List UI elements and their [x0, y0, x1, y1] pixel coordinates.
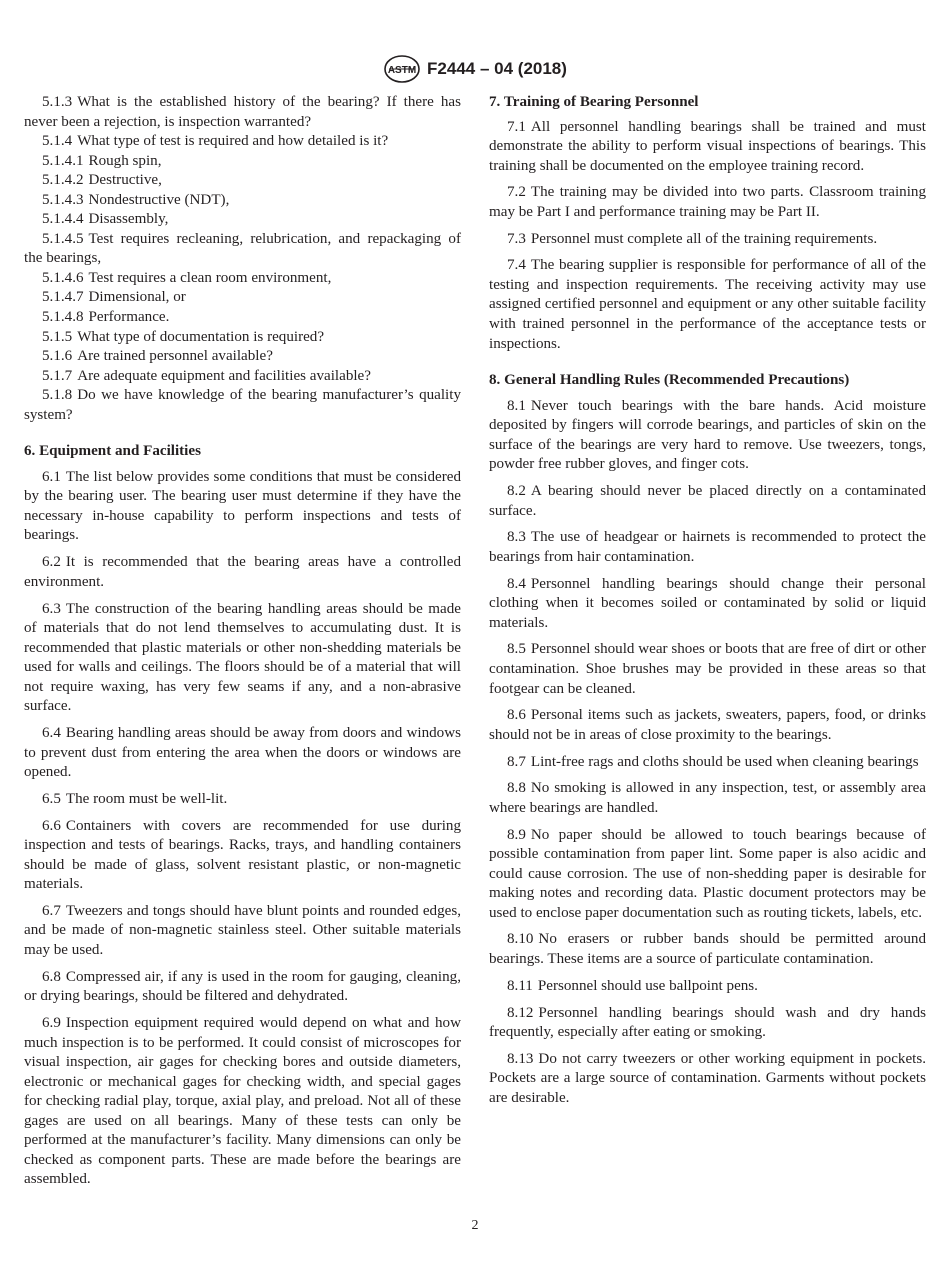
clause-5-1-4 [24, 132, 461, 152]
section-8-heading: 8. General Handling Rules (Recommended Precautions) [489, 372, 850, 389]
astm-logo-icon [383, 54, 421, 84]
paragraph-number: 6.7 [42, 902, 61, 919]
paragraph-text: The training may be divided into two parts. Classroom training may be Part I and performance training may be Part II. [489, 184, 926, 220]
paragraph-number: 8.2 [507, 483, 526, 500]
clause-number: 5.1.6 [42, 348, 73, 365]
paragraph-8-9 [489, 826, 926, 924]
paragraph-number: 8.4 [507, 575, 526, 592]
paragraph-6-2 [24, 553, 461, 592]
paragraph-number: 8.8 [507, 780, 526, 797]
clause-number: 5.1.4.3 [42, 191, 84, 208]
paragraph-text: The room must be well-lit. [65, 790, 228, 807]
paragraph-text: Bearing handling areas should be away from doors and windows to prevent dust from entering the area when the doors or windows are opened. [24, 724, 461, 781]
paragraph-text: The bearing supplier is responsible for performance of all of the testing and inspection requirements. The receiving activity may use assigned certified personnel and equipment or any other suitable facility with trained personnel in the performance of the acceptance tests or inspections. [489, 257, 926, 352]
clause-text: Are trained personnel available? [77, 348, 273, 365]
clause-5-1-4-5 [24, 230, 461, 269]
paragraph-text: No paper should be allowed to touch bearings because of possible contamination from paper lint. Some paper is also acidic and could cause corrosion. The use of non-shedding paper is desirable for making notes and recording data. Plastic document protectors may be used to enclose paper documentation such as routing tickets, labels, etc. [489, 826, 926, 921]
paragraph-6-6 [24, 817, 461, 895]
paragraph-number: 8.11 [507, 977, 533, 994]
clause-number: 5.1.4.7 [42, 289, 84, 306]
paragraph-text: No smoking is allowed in any inspection, test, or assembly area where bearings are handled. [489, 780, 926, 816]
paragraph-text: It is recommended that the bearing areas have a controlled environment. [24, 554, 461, 590]
paragraph-8-4 [489, 575, 926, 634]
clause-text: Disassembly, [88, 211, 169, 228]
paragraph-6-4 [24, 724, 461, 783]
page-number: 2 [471, 1218, 479, 1233]
clause-number: 5.1.4 [42, 133, 73, 150]
clause-number: 5.1.4.8 [42, 309, 84, 326]
paragraph-6-9 [24, 1014, 461, 1190]
paragraph-number: 7.2 [507, 184, 526, 201]
paragraph-text: Personnel should use ballpoint pens. [537, 977, 758, 994]
clause-5-1-5 [24, 328, 461, 348]
clause-text: What is the established history of the bearing? If there has never been a rejection, is inspection warranted? [24, 94, 461, 130]
paragraph-8-13 [489, 1050, 926, 1109]
paragraph-text: The use of headgear or hairnets is recommended to protect the bearings from hair contamination. [489, 529, 926, 565]
paragraph-6-5 [24, 790, 461, 810]
clause-5-1-4-2 [24, 171, 461, 191]
paragraph-number: 6.9 [42, 1015, 61, 1032]
paragraph-6-1 [24, 468, 461, 546]
paragraph-8-2 [489, 482, 926, 521]
paragraph-number: 6.4 [42, 724, 61, 741]
clause-text: Performance. [88, 309, 170, 326]
clause-number: 5.1.3 [42, 94, 73, 110]
clause-5-1-4-8 [24, 308, 461, 328]
paragraph-text: Personnel must complete all of the training requirements. [530, 230, 878, 247]
clause-text: Rough spin, [88, 152, 162, 169]
paragraph-number: 8.10 [507, 931, 534, 948]
paragraph-text: A bearing should never be placed directly on a contaminated surface. [489, 483, 926, 519]
paragraph-number: 8.7 [507, 753, 526, 770]
paragraph-number: 8.3 [507, 529, 526, 546]
clause-text: Do we have knowledge of the bearing manufacturer’s quality system? [24, 387, 461, 423]
paragraph-7-1 [489, 118, 926, 177]
page-header [0, 52, 950, 86]
clause-5-1-6 [24, 347, 461, 367]
clause-number: 5.1.7 [42, 367, 73, 384]
paragraph-text: Compressed air, if any is used in the room for gauging, cleaning, or drying bearings, should be filtered and dehydrated. [24, 968, 461, 1005]
paragraph-number: 8.6 [507, 707, 526, 724]
paragraph-text: Lint-free rags and cloths should be used when cleaning bearings [530, 753, 919, 770]
paragraph-text: Personnel handling bearings should change their personal clothing when it becomes soiled or contaminated by solid or liquid materials. [489, 575, 926, 631]
paragraph-6-7 [24, 902, 461, 961]
clause-text: Test requires a clean room environment, [88, 269, 332, 286]
paragraph-7-3 [489, 230, 926, 250]
paragraph-8-10 [489, 930, 926, 969]
paragraph-number: 6.3 [42, 600, 61, 617]
clause-number: 5.1.8 [42, 387, 73, 404]
paragraph-8-1 [489, 397, 926, 475]
clause-text: What type of test is required and how detailed is it? [77, 133, 389, 150]
paragraph-number: 8.9 [507, 826, 526, 843]
clause-5-1-4-3 [24, 191, 461, 211]
paragraph-number: 8.13 [507, 1050, 534, 1067]
paragraph-8-5 [489, 640, 926, 699]
clause-number: 5.1.4.4 [42, 211, 84, 228]
paragraph-number: 6.1 [42, 468, 61, 485]
paragraph-text: Tweezers and tongs should have blunt points and rounded edges, and be made of non-magnetic stainless steel. Other suitable materials may be used. [24, 902, 461, 958]
clause-5-1-8 [24, 386, 461, 425]
paragraph-number: 6.5 [42, 790, 61, 807]
paragraph-8-6 [489, 706, 926, 745]
paragraph-number: 6.2 [42, 554, 61, 571]
clause-text: Destructive, [88, 172, 162, 189]
paragraph-text: No erasers or rubber bands should be permitted around bearings. These items are a source of particulate contamination. [489, 931, 926, 968]
paragraph-text: Personnel should wear shoes or boots that are free of dirt or other contamination. Shoe brushes may be provided in these areas so that footgear can be cleaned. [489, 641, 926, 697]
clause-5-1-4-6 [24, 269, 461, 289]
clause-text: What type of documentation is required? [77, 328, 325, 345]
paragraph-text: Personal items such as jackets, sweaters, papers, food, or drinks should not be in areas of close proximity to the bearings. [489, 707, 926, 743]
designation: F2444 – 04 (2018) [427, 59, 567, 78]
paragraph-number: 6.6 [42, 817, 61, 834]
paragraph-number: 7.3 [507, 230, 526, 247]
paragraph-number: 8.1 [507, 397, 526, 414]
clause-text: Nondestructive (NDT), [88, 191, 230, 208]
paragraph-number: 7.1 [507, 118, 526, 135]
paragraph-8-11 [489, 977, 926, 997]
paragraph-8-3 [489, 528, 926, 567]
clause-number: 5.1.4.2 [42, 172, 84, 189]
clause-text: Dimensional, or [88, 289, 186, 306]
clause-number: 5.1.5 [42, 328, 73, 345]
clause-5-1-3 [24, 93, 461, 132]
paragraph-text: All personnel handling bearings shall be trained and must demonstrate the ability to perform visual inspections of bearings. This training shall be documented on the employee training record. [489, 118, 926, 174]
section-6-heading: 6. Equipment and Facilities [24, 443, 201, 460]
paragraph-text: The construction of the bearing handling areas should be made of materials that do not lend themselves to accumulating dust. It is recommended that plastic materials or other non-shedding materials be used for walls and ceilings. The floors should be of a material that will not require waxing, has very few seams if any, and a non-abrasive surface. [24, 600, 461, 715]
paragraph-6-8 [24, 968, 461, 1007]
paragraph-text: Containers with covers are recommended for use during inspection and tests of bearings. Racks, trays, and handling containers should be made of glass, solvent resistant plastic, or non-magnetic materials. [24, 817, 461, 893]
paragraph-8-12 [489, 1004, 926, 1043]
paragraph-text: Never touch bearings with the bare hands. Acid moisture deposited by fingers will corrode bearings, and particles of skin on the surface of the bearings are very hard to remove. Use tweezers, tongs, powder free rubber gloves, and finger cots. [489, 397, 926, 473]
logo-text: ASTM [387, 65, 417, 76]
right-column [489, 93, 926, 1108]
paragraph-6-3 [24, 600, 461, 717]
paragraph-number: 8.5 [507, 641, 526, 658]
clause-text: Are adequate equipment and facilities available? [77, 367, 371, 384]
paragraph-number: 6.8 [42, 968, 61, 985]
clause-number: 5.1.4.1 [42, 152, 84, 169]
paragraph-text: Personnel handling bearings should wash and dry hands frequently, especially after eating or smoking. [489, 1004, 926, 1041]
paragraph-text: Do not carry tweezers or other working equipment in pockets. Pockets are a large source of contamination. Garments without pockets are desirable. [489, 1050, 926, 1106]
clause-number: 5.1.4.5 [42, 230, 84, 247]
paragraph-number: 8.12 [507, 1004, 534, 1021]
clause-5-1-4-7 [24, 288, 461, 308]
left-column [24, 93, 461, 1190]
paragraph-8-8 [489, 779, 926, 818]
clause-5-1-4-1 [24, 152, 461, 172]
clause-text: Test requires recleaning, relubrication, and repackaging of the bearings, [24, 230, 461, 267]
section-7-heading: 7. Training of Bearing Personnel [489, 94, 699, 110]
paragraph-text: Inspection equipment required would depend on what and how much inspection is to be performed. It could consist of microscopes for visual inspection, air gages for checking bores and outside diameters, electronic or mechanical gages for checking width, and special gages for checking radial play, torque, axial play, and preload. Not all of these gages are used on all bearings. Many of these tests can only be performed at the manufacturer’s facility. Many dimensions can only be checked as component parts. These are made before the bearings are assembled. [24, 1015, 461, 1188]
paragraph-8-7 [489, 753, 926, 773]
paragraph-text: The list below provides some conditions that must be considered by the bearing user. The bearing user must determine if they have the necessary in-house capability to perform inspections and tests of bearings. [24, 468, 461, 544]
paragraph-7-2 [489, 183, 926, 222]
clause-number: 5.1.4.6 [42, 269, 84, 286]
paragraph-number: 7.4 [507, 257, 526, 274]
clause-5-1-4-4 [24, 210, 461, 230]
paragraph-7-4 [489, 256, 926, 354]
clause-5-1-7 [24, 367, 461, 387]
